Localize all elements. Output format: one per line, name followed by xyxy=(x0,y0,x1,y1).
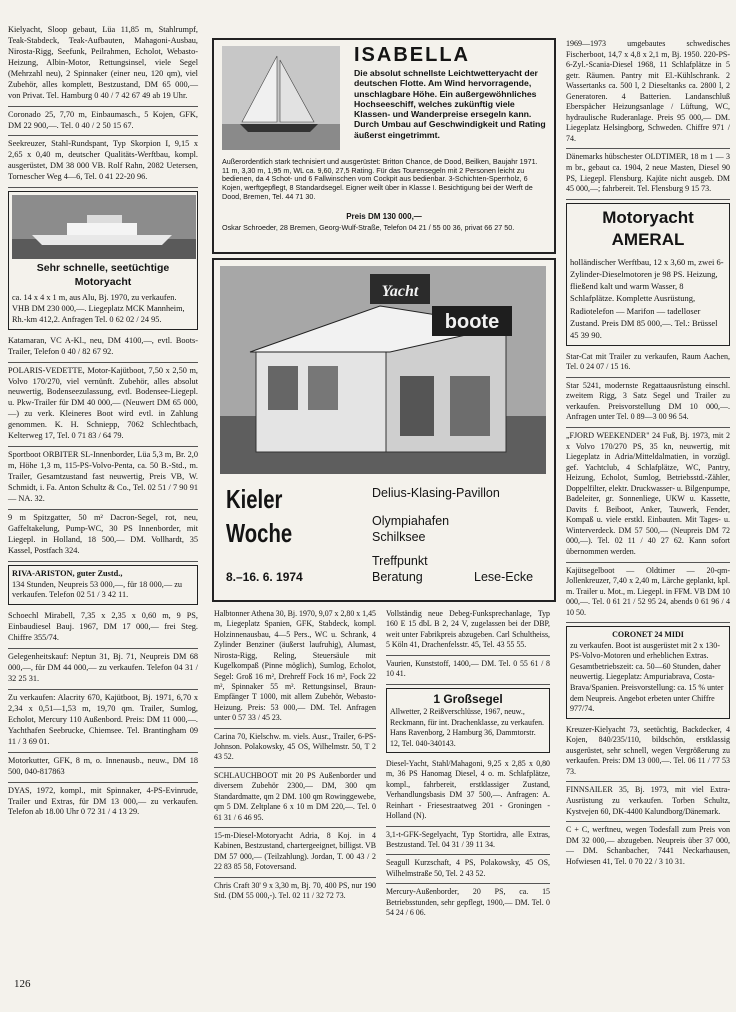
classified-ad: Seagull Kurzschaft, 4 PS, Polakowsky, 45 OS, Wilhelmstraße 50, Tel. 2 43 52. xyxy=(386,855,550,884)
classified-ad: Vaurien, Kunststoff, 1400,— DM. Tel. 0 55 61 / 8 10 41. xyxy=(386,656,550,685)
classified-ad: Kreuzer-Kielyacht 73, seetüchtig, Backdecker, 4 Kojen, 840/235/110, bildschön, erstklassig ausgerüstet, sehr schnell, wegen Vergrößerung zu verkaufen. Preis: DM 13 000,—. Tel. 06 11 / 77 53 73. xyxy=(566,722,730,783)
pavilion-illustration xyxy=(220,266,546,474)
classified-ad: Chris Craft 30' 9 x 3,30 m, Bj. 70, 400 PS, nur 190 Std. (DM 55 000,-). Tel. 02 11 / 32 72 73. xyxy=(214,880,376,901)
classified-ad: 15-m-Diesel-Motoryacht Adria, 8 Koj. in 4 Kabinen, Bestzustand, chartergeeignet, billigst. VB DM 57 000,— (Teilzahlung). Jordan, T. 00 43 / 2 22 83 85 58, Fotoversand. xyxy=(214,828,376,878)
classified-ad: Gelegenheitskauf: Neptun 31, Bj. 71, Neupreis DM 68 000,—, für DM 44 000,— zu verkaufen. Telefon 04 31 / 32 25 31. xyxy=(8,649,198,690)
classified-ad: C + C, werftneu, wegen Todesfall zum Preis von DM 32 000,— abzugeben. Neupreis über 37 000,— DM. Schanbacher, 7441 Neckarhausen, Hofwiesen 41, Tel. 0 70 22 / 3 10 31. xyxy=(566,825,730,866)
pavilion-name: Delius-Klasing-Pavillon xyxy=(372,486,500,500)
riva-ad-box xyxy=(8,565,198,606)
location-line-1: Olympiahafen xyxy=(372,514,450,528)
classified-ad: Motorkutter, GFK, 8 m, o. Innenausb., neuw., DM 18 500, 040-817863 xyxy=(8,753,198,783)
motoryacht-title: Sehr schnelle, seetüchtige Motoryacht xyxy=(36,262,170,289)
coronet-title: CORONET 24 MIDI xyxy=(612,630,684,640)
classified-ad: zu verkaufen. Boot ist ausgerüstet mit 2 x 130-PS-Volvo-Motoren und erheblichen Extras. Gesamtbetriebszeit: ca. 50—60 Stunden, daher neuwertig. Liegeplatz: Ampuriabrava, Costa-Brava/Spanien. Preisvorstellung: ca. 15 % unter dem Neupreis. Angebot erbeten unter Chiffre 977/74. xyxy=(570,640,724,714)
classified-ad: Star-Cat mit Trailer zu verkaufen, Raum Aachen, Tel. 0 24 07 / 15 16. xyxy=(566,349,730,378)
riva-title: RIVA-ARISTON, guter Zustd., xyxy=(12,568,123,578)
isabella-headline: Die absolut schnellste Leichtwetteryacht der deutschen Flotte. Am Wind hervorragende, unschlagbare Höhe. Ein außergewöhnliches Hochseeschiff, welches zukünftig viele Klassen- und Wanderpreise ersegeln kann. Durch Umbau auf Geschwindigkeit und Rating äußerst eingetrimmt. xyxy=(354,68,546,140)
grosssegel-ad-box xyxy=(386,688,550,754)
isabella-price: Preis DM 130 000,— xyxy=(346,212,422,221)
isabella-body: Außerordentlich stark technisiert und ausgerüstet: Britton Chance, de Dood, Beilken, Baujahr 1971. 11 m, 3,30 m, 1,95 m, WL ca. 9,60, 27,5 Rating. Für das Tourensegeln mit 2 Personen leicht zu bedienen, da 4 Schot- und 6 Fallwinschen vom Cockpit aus bedienbar. 3-Schichten-Sperrholz, 6 Kojen, werftgepflegt, 8 Standardsegel. Eigner weilt über in Klasse I. Besichtigung bei der Werft de Dood, Bremen, Tel. 44 71 30. xyxy=(222,157,538,201)
classified-ad: holländischer Werftbau, 12 x 3,60 m, zwei 6-Zylinder-Dieselmotoren je 98 PS. Heizung, fließend kalt und warm Wasser, 8 Schlafplätze. Komplette Ausrüstung, Radiotelefon — Marifon — tadelloser Zustand. Preis DM 85 000,—. Tel.: Brüssel 45 39 90. xyxy=(570,256,724,341)
classified-ad: Zu verkaufen: Alacrity 670, Kajütboot, Bj. 1971, 6,70 x 2,34 x 0,51—1,53 m, 19,70 qm. Trailer, Sumlog, Echolot, Mercury 110 Außenbord. Preis: DM 11 000,—. Yachthafen Seebrucke, Chiemsee. Tel. Brantingham 09 11 / 3 69 01. xyxy=(8,690,198,753)
column-3 xyxy=(386,606,550,923)
pavilion-sign-boote: boote xyxy=(444,311,500,333)
classified-ad: Kajütsegelboot — Oldtimer — 20-qm-Jollenkreuzer, 7,40 x 2,40 m, Lärche geplankt, kpl. m. Trailer u. Mot., m. Liegepl. in FFM. VB DM 10 000,—. Tel. 0 61 21 / 52 95 24, abends 0 61 96 / 4 10 50. xyxy=(566,563,730,624)
kieler-woche-title-1: Kieler xyxy=(226,484,283,514)
classified-ad: Carina 70, Kielschw. m. viels. Ausr., Trailer, 6-PS-Johnson. Polakowsky, 45 OS, Wilhelmstr. 50, T 2 43 52. xyxy=(214,729,376,768)
classified-ad: 9 m Spitzgatter, 50 m² Dacron-Segel, rot, neu, Gaffeltakelung, Pump-WC, 30 PS Innenborder, mit Liegepl. in Holland, 18 500,— DM. Vollhardt, 35 Kassel, Postfach 324. xyxy=(8,510,198,562)
motoryacht-illustration xyxy=(12,195,196,259)
location-line-2: Schilksee xyxy=(372,530,426,544)
kieler-woche-ad xyxy=(212,258,556,602)
lese-ecke-label: Lese-Ecke xyxy=(474,570,534,584)
classified-ad: Kielyacht, Sloop gebaut, Lüa 11,85 m, Stahlrumpf, Teak-Stabdeck, Teak-Aufbauten, Mahagoni-Ausbau, Nirosta-Rigg, Seefunk, Peilrahmen, Echolot, Webasto-Heizung, Albin-Motor, Rettungsinsel, viele Segel (Mehrzahl neu), 2 Spinnaker (einer neu, 120 qm), viel Zubehör, alles komplett, Bestzustand, DM 65 000,— von Privat. Tel. Hamburg 0 40 / 7 42 67 49 ab 19 Uhr. xyxy=(8,22,198,107)
classified-ad: Allwetter, 2 Reißverschlüsse, 1967, neuw., Reckmann, für int. Drachenklasse, zu verkaufen. Hans Ravenborg, 2 Hamburg 36, Dammtorstr. 12, Tel. 040-340143. xyxy=(390,707,545,748)
classified-ad: 3,1-t-GFK-Segelyacht, Typ Stortidra, alle Extras, Bestzustand. Tel. 04 31 / 39 11 34. xyxy=(386,827,550,856)
beratung-label: Beratung xyxy=(372,570,423,584)
column-2 xyxy=(214,606,376,906)
kieler-woche-title-2: Woche xyxy=(226,518,293,548)
motoryacht-photo xyxy=(12,195,194,259)
kieler-woche-dates: 8.–16. 6. 1974 xyxy=(226,570,303,584)
ameral-title-1: Motoryacht xyxy=(602,207,694,227)
classified-ad: 1969—1973 umgebautes schwedisches Fischerboot, 14,7 x 4,8 x 2,1 m, Bj. 1950. 220-PS-6-Zyl.-Scania-Diesel 1968, 11 Schlafplätze in 5 getr. Räumen. Pantry mit El.-Kühlschrank. 2 Wassertanks ca. 500 l, 2 Dieseltanks ca. 2800 l, 2 Generatoren. 4 Batterien. Landanschluß Eberspächer Heizungsanlage / Lüftung, WC, hydraulische Ruderanlage. Preis 95 000,— DM. Liegeplatz Helsingborg, Schweden. Chiffre 971 / 74. xyxy=(566,36,730,149)
classified-ad: 134 Stunden, Neupreis 53 000,—, für 18 000,— zu verkaufen. Telefon 02 51 / 3 42 11. xyxy=(12,579,183,600)
classified-ad: „FJORD WEEKENDER" 24 Fuß, Bj. 1973, mit 2 x Volvo 170/270 PS, 35 kn, neuwertig, mit Liegeplatz in Adria/Mitteldalmatien, in vorzügl. gef. Yachtclub, 4 Schlafplätze, WC, Pantry, Heizung, Echolot, Sumlog, Betriebsstd.-Zähler, Doppelfilter, elektr. Druckwasser- u. Bilgenpumpe, Badeleiter, gr. Sonnenliege, UKW u. Kassette, Davits f. Beiboot, Anker, Tauwerk, Fender, Kompaß u. viele erstkl. Einbauten. Mit Tages- u. Winterverdeck. DM 57 500,— (Neupreis DM 72 000,—). Tel. 02 11 / 40 27 62. Kann sofort übernommen werden. xyxy=(566,428,730,563)
classified-ad: POLARIS-VEDETTE, Motor-Kajütboot, 7,50 x 2,50 m, Volvo 170/270, viel vernünft. Zubehör, alles absolut neuwertig, Bodenseezulassung, evtl. Bodensee-Liegepl. u. Pkw-Trailer für DM 40 000,— (Neuwert DM 65 000,—) zu verk. Kleineres Boot wird evtl. in Zahlung genommen. K. H. Schniepp, 7062 Schlechtbach, Kelterweg 17, Tel. 0 71 83 / 64 79. xyxy=(8,363,198,448)
pavilion-sign-yacht: Yacht xyxy=(381,283,419,300)
ameral-ad-box xyxy=(566,203,730,346)
classified-ad: Halbtonner Athena 30, Bj. 1970, 9,07 x 2,80 x 1,45 m, Liegeplatz Spanien, GFK, Stabdeck, kompl. Holzinnenausbau, 4—5 Pers., WC u. Schrank, 4 Zylinder Benziner (äußerst laufruhig), Alumast, Nirosta-Rigg, Reling, Steuersäule mit Kugelkompaß (Pinne möglich), Sumlog, Echolot, Segel: Groß 16 m², Drehreff Fock 16 m², Fock 22 m², Spinnaker 55 m². Rettungsinsel, Braun-Empfänger T 1000, mit allem Zubehör, Webasto-Heizung. Preis: 53 000,— DM. Tel. Anfragen unter 0 57 33 / 45 23. xyxy=(214,606,376,729)
isabella-contact: Oskar Schroeder, 28 Bremen, Georg-Wulf-Straße, Telefon 04 21 / 55 00 36, privat 66 27 50. xyxy=(222,223,515,232)
classified-ad: Seekreuzer, Stahl-Rundspant, Typ Skorpion I, 9,15 x 2,65 x 0,40 m, deutscher Qualitäts-Werftbau, kompl. ausgerüstet, DM 38 000 VB. Rolf Rahn, 2082 Uetersen, Tornescher Weg 4—6, Tel. 0 41 22-20 96. xyxy=(8,136,198,188)
classified-ad: Mercury-Außenborder, 20 PS, ca. 15 Betriebsstunden, sehr gepflegt, 1900,— DM. Tel. 0 54 24 / 6 06. xyxy=(386,887,550,918)
classified-ad: Dänemarks hübschester OLDTIMER, 18 m 1 — 3 m br., gebaut ca. 1904, 2 neue Masten, Diesel 90 PS, Liegepl. Flensburg. Kajüte nicht ausgeb. DM 45 000,—; fahrbereit. Tel. Flensburg 9 15 73. xyxy=(566,149,730,199)
isabella-ad xyxy=(212,38,556,254)
classified-ad: Coronado 25, 7,70 m, Einbaumasch., 5 Kojen, GFK, DM 22 900,—. Tel. 0 40 / 2 50 15 67. xyxy=(8,107,198,137)
classified-ad: DYAS, 1972, kompl., mit Spinnaker, 4-PS-Evinrude, Trailer und Extras, für DM 13 000,— zu verkaufen. Telefon ab 18.00 Uhr 0 72 31 / 4 13 29. xyxy=(8,785,198,817)
isabella-photo xyxy=(222,46,340,150)
classified-ad: Schoechl Mirabell, 7,35 x 2,35 x 0,60 m, 9 PS, Einbaudiesel Bauj. 1967, DM 17 000,— frei Steg. Chiffre 355/74. xyxy=(8,608,198,649)
classified-ad: Sportboot ORBITER SL-Innenborder, Lüa 5,3 m, Br. 2,0 m, Höhe 1,3 m, 115-PS-Volvo-Penta, ca. 50 B.-Std., m. Trailer, Gesamtzustand fast neuwertig, Preis VB, W. Schmidt, i. Fa. Anton Schultz & Co., Tel. 02 51 / 7 90 91 — NA. 32. xyxy=(8,447,198,510)
sailboat-illustration xyxy=(222,46,340,150)
classified-ad: Diesel-Yacht, Stahl/Mahagoni, 9,25 x 2,85 x 0,80 m, 36 PS Hanomag Diesel, 4 o. m. Schlafplätze, kompl., fahrbereit, erstklassiger Zustand, Verhandlungsbasis DM 37 500,—. Anfragen: A. Reinhart - Friesestraatweg 201 - Groningen - Holland (N). xyxy=(386,756,550,827)
classified-ad: SCHLAUCHBOOT mit 20 PS Außenborder und diversem Zubehör 2300,— DM, 300 qm Standardmatte, qm 2 DM. 100 qm Rowinggewebe, qm 5 DM. Zeltplane 6 x 10 m DM 220,—. Tel. 0 61 31 / 6 46 95. xyxy=(214,768,376,828)
grosssegel-title: 1 Großsegel xyxy=(433,691,503,706)
ameral-title-2: AMERAL xyxy=(611,230,685,250)
pavilion-photo xyxy=(220,266,546,474)
classified-ad: Vollständig neue Debeg-Funksprechanlage, Typ 160 E 15 dbL B 2, 24 V, zugelassen bei der DBP, weit unter Fabrikpreis abzugeben. Carl Schultheiss, 5 Köln 41, Drachenfelsstr. 45, Tel. 43 55 55. xyxy=(386,606,550,656)
isabella-title: ISABELLA xyxy=(354,44,470,66)
column-4 xyxy=(566,36,730,871)
motoryacht-ad-box xyxy=(8,191,198,330)
classified-ad: FINNSAILER 35, Bj. 1973, mit viel Extra-Ausrüstung zu verkaufen. Torben Schultz, Kystvejen 60, DK-4400 Kalundborg/Dänemark. xyxy=(566,782,730,822)
classified-ad: ca. 14 x 4 x 1 m, aus Alu, Bj. 1970, zu verkaufen. VHB DM 230 000,—. Liegeplatz MCK Mannheim, Rh.-km 412,2. Anfragen Tel. 0 62 02 / 24 95. xyxy=(12,292,185,324)
classified-ad: Star 5241, modernste Regattaausrüstung einschl. zweitem Rigg, 3 Satz Segel und Trailer zu verkaufen. Preisvorstellung DM 10 000,—. Anfragen unter Tel. 0 89—3 00 96 54. xyxy=(566,378,730,428)
treffpunkt-label: Treffpunkt xyxy=(372,554,428,568)
column-1 xyxy=(8,22,198,822)
classified-ad: Katamaran, VC A-Kl., neu, DM 4100,—, evtl. Boots-Trailer, Telefon 0 40 / 82 67 92. xyxy=(8,333,198,363)
page-number: 126 xyxy=(14,978,31,990)
coronet-ad-box xyxy=(566,626,730,718)
